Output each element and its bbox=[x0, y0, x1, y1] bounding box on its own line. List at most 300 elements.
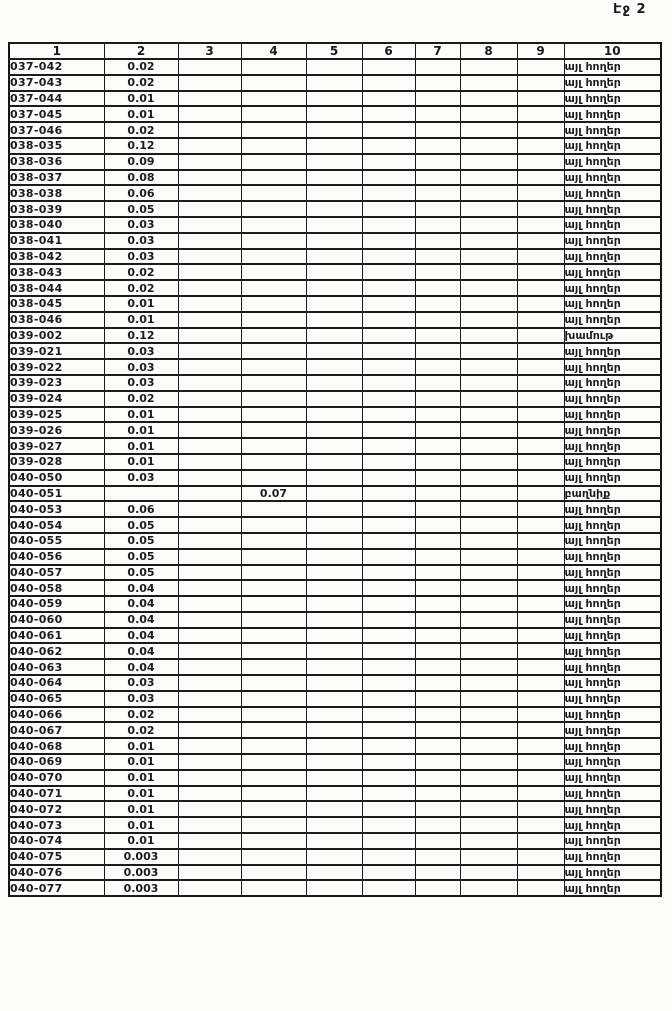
empty-cell bbox=[306, 422, 362, 438]
empty-cell bbox=[517, 675, 564, 691]
empty-cell bbox=[306, 628, 362, 644]
empty-cell bbox=[306, 849, 362, 865]
empty-cell bbox=[517, 391, 564, 407]
empty-cell bbox=[517, 817, 564, 833]
parcel-code-cell: 040-059 bbox=[9, 596, 104, 612]
empty-cell bbox=[460, 801, 517, 817]
empty-cell bbox=[362, 422, 415, 438]
empty-cell bbox=[460, 233, 517, 249]
empty-cell bbox=[415, 722, 460, 738]
empty-cell bbox=[517, 122, 564, 138]
area-value-cell: 0.01 bbox=[104, 407, 178, 423]
empty-cell bbox=[362, 817, 415, 833]
table-row bbox=[9, 233, 661, 249]
parcel-code-cell: 040-055 bbox=[9, 533, 104, 549]
empty-cell bbox=[178, 501, 241, 517]
area-value-cell: 0.01 bbox=[104, 106, 178, 122]
area-value-cell: 0.02 bbox=[104, 122, 178, 138]
empty-cell bbox=[362, 454, 415, 470]
empty-cell bbox=[517, 849, 564, 865]
empty-cell bbox=[517, 612, 564, 628]
area-value-cell: 0.03 bbox=[104, 691, 178, 707]
empty-cell bbox=[460, 880, 517, 896]
empty-cell bbox=[460, 501, 517, 517]
empty-cell bbox=[241, 185, 306, 201]
parcel-code-cell: 038-044 bbox=[9, 280, 104, 296]
empty-cell bbox=[178, 707, 241, 723]
empty-cell bbox=[178, 612, 241, 628]
empty-cell bbox=[178, 122, 241, 138]
empty-cell bbox=[241, 738, 306, 754]
empty-cell bbox=[362, 786, 415, 802]
empty-cell bbox=[460, 722, 517, 738]
column-header-7: 7 bbox=[415, 43, 460, 59]
empty-cell bbox=[306, 722, 362, 738]
empty-cell bbox=[460, 201, 517, 217]
empty-cell bbox=[178, 343, 241, 359]
table-row bbox=[9, 580, 661, 596]
empty-cell bbox=[517, 185, 564, 201]
empty-cell bbox=[415, 91, 460, 107]
table-row bbox=[9, 786, 661, 802]
area-value-cell: 0.01 bbox=[104, 738, 178, 754]
land-type-cell: այլ հողեր bbox=[564, 643, 661, 659]
land-type-cell: այլ հողեր bbox=[564, 438, 661, 454]
empty-cell bbox=[460, 407, 517, 423]
empty-cell bbox=[517, 865, 564, 881]
empty-cell bbox=[415, 328, 460, 344]
empty-cell bbox=[362, 770, 415, 786]
empty-cell bbox=[362, 170, 415, 186]
empty-cell bbox=[460, 817, 517, 833]
table-row bbox=[9, 517, 661, 533]
parcel-code-cell: 040-076 bbox=[9, 865, 104, 881]
empty-cell bbox=[362, 880, 415, 896]
land-type-cell: այլ հողեր bbox=[564, 185, 661, 201]
empty-cell bbox=[306, 754, 362, 770]
empty-cell bbox=[460, 849, 517, 865]
empty-cell bbox=[460, 470, 517, 486]
parcel-code-cell: 039-021 bbox=[9, 343, 104, 359]
area-value-cell: 0.01 bbox=[104, 833, 178, 849]
empty-cell bbox=[241, 75, 306, 91]
empty-cell bbox=[362, 549, 415, 565]
parcel-code-cell: 040-068 bbox=[9, 738, 104, 754]
parcel-code-cell: 040-075 bbox=[9, 849, 104, 865]
empty-cell bbox=[460, 280, 517, 296]
empty-cell bbox=[460, 628, 517, 644]
empty-cell bbox=[362, 722, 415, 738]
empty-cell bbox=[517, 643, 564, 659]
parcel-code-cell: 039-025 bbox=[9, 407, 104, 423]
parcel-code-cell: 039-027 bbox=[9, 438, 104, 454]
empty-cell bbox=[306, 691, 362, 707]
column-header-10: 10 bbox=[564, 43, 661, 59]
land-type-cell: այլ հողեր bbox=[564, 280, 661, 296]
empty-cell bbox=[460, 865, 517, 881]
empty-cell bbox=[415, 312, 460, 328]
parcel-code-cell: 039-022 bbox=[9, 359, 104, 375]
land-type-cell: այլ հողեր bbox=[564, 659, 661, 675]
land-type-cell: այլ հողեր bbox=[564, 533, 661, 549]
empty-cell bbox=[362, 296, 415, 312]
empty-cell bbox=[415, 612, 460, 628]
column-header-5: 5 bbox=[306, 43, 362, 59]
empty-cell bbox=[241, 249, 306, 265]
empty-cell bbox=[178, 75, 241, 91]
table-row bbox=[9, 296, 661, 312]
empty-cell bbox=[460, 343, 517, 359]
table-row bbox=[9, 865, 661, 881]
column-header-8: 8 bbox=[460, 43, 517, 59]
parcel-code-cell: 040-069 bbox=[9, 754, 104, 770]
parcel-code-cell: 040-066 bbox=[9, 707, 104, 723]
empty-cell bbox=[517, 833, 564, 849]
parcel-code-cell: 039-002 bbox=[9, 328, 104, 344]
empty-cell bbox=[362, 217, 415, 233]
empty-cell bbox=[178, 580, 241, 596]
area-value-cell: 0.03 bbox=[104, 217, 178, 233]
table-row bbox=[9, 612, 661, 628]
area-value-cell: 0.12 bbox=[104, 138, 178, 154]
empty-cell bbox=[178, 138, 241, 154]
empty-cell bbox=[241, 770, 306, 786]
empty-cell bbox=[517, 628, 564, 644]
empty-cell bbox=[415, 580, 460, 596]
table-row bbox=[9, 280, 661, 296]
area-value-cell: 0.02 bbox=[104, 59, 178, 75]
empty-cell bbox=[306, 328, 362, 344]
land-type-cell: այլ հողեր bbox=[564, 154, 661, 170]
land-type-cell: այլ հողեր bbox=[564, 849, 661, 865]
table-row bbox=[9, 675, 661, 691]
empty-cell bbox=[415, 565, 460, 581]
empty-cell bbox=[241, 722, 306, 738]
empty-cell bbox=[517, 722, 564, 738]
parcel-code-cell: 038-042 bbox=[9, 249, 104, 265]
empty-cell bbox=[306, 296, 362, 312]
parcel-code-cell: 038-040 bbox=[9, 217, 104, 233]
empty-cell bbox=[306, 312, 362, 328]
empty-cell bbox=[306, 707, 362, 723]
empty-cell bbox=[306, 201, 362, 217]
empty-cell bbox=[178, 738, 241, 754]
empty-cell bbox=[306, 359, 362, 375]
empty-cell bbox=[178, 754, 241, 770]
land-type-cell: այլ հողեր bbox=[564, 786, 661, 802]
empty-cell bbox=[306, 786, 362, 802]
empty-cell bbox=[415, 185, 460, 201]
parcel-code-cell: 040-060 bbox=[9, 612, 104, 628]
empty-cell bbox=[415, 628, 460, 644]
empty-cell bbox=[460, 675, 517, 691]
empty-cell bbox=[362, 517, 415, 533]
empty-cell bbox=[241, 612, 306, 628]
empty-cell bbox=[306, 470, 362, 486]
empty-cell bbox=[517, 533, 564, 549]
land-parcel-table bbox=[8, 42, 662, 897]
empty-cell bbox=[362, 643, 415, 659]
area-value-cell: 0.01 bbox=[104, 296, 178, 312]
empty-cell bbox=[460, 154, 517, 170]
table-row bbox=[9, 691, 661, 707]
table-row bbox=[9, 343, 661, 359]
area-value-cell: 0.04 bbox=[104, 659, 178, 675]
empty-cell bbox=[306, 454, 362, 470]
area-value-cell: 0.04 bbox=[104, 580, 178, 596]
land-type-cell: այլ հողեր bbox=[564, 722, 661, 738]
empty-cell bbox=[241, 865, 306, 881]
table-row bbox=[9, 264, 661, 280]
parcel-code-cell: 040-061 bbox=[9, 628, 104, 644]
parcel-code-cell: 037-043 bbox=[9, 75, 104, 91]
area-value-cell: 0.04 bbox=[104, 643, 178, 659]
parcel-code-cell: 040-063 bbox=[9, 659, 104, 675]
empty-cell bbox=[517, 154, 564, 170]
empty-cell bbox=[517, 138, 564, 154]
column-header-6: 6 bbox=[362, 43, 415, 59]
table-row bbox=[9, 817, 661, 833]
empty-cell bbox=[178, 643, 241, 659]
empty-cell bbox=[178, 407, 241, 423]
land-type-cell: այլ հողեր bbox=[564, 296, 661, 312]
empty-cell bbox=[415, 138, 460, 154]
page-number-label: Էջ 2 bbox=[613, 2, 647, 17]
empty-cell bbox=[415, 170, 460, 186]
table-row bbox=[9, 722, 661, 738]
empty-cell bbox=[517, 596, 564, 612]
empty-cell bbox=[306, 185, 362, 201]
land-type-cell: այլ հողեր bbox=[564, 359, 661, 375]
land-type-cell: այլ հողեր bbox=[564, 91, 661, 107]
table-row bbox=[9, 801, 661, 817]
empty-cell bbox=[306, 249, 362, 265]
empty-cell bbox=[241, 849, 306, 865]
empty-cell bbox=[241, 801, 306, 817]
empty-cell bbox=[415, 517, 460, 533]
empty-cell bbox=[415, 770, 460, 786]
empty-cell bbox=[241, 565, 306, 581]
empty-cell bbox=[460, 170, 517, 186]
area-value-cell: 0.12 bbox=[104, 328, 178, 344]
empty-cell bbox=[241, 422, 306, 438]
empty-cell bbox=[241, 628, 306, 644]
empty-cell bbox=[460, 185, 517, 201]
empty-cell bbox=[241, 312, 306, 328]
area-value-cell: 0.03 bbox=[104, 375, 178, 391]
empty-cell bbox=[178, 280, 241, 296]
parcel-code-cell: 037-044 bbox=[9, 91, 104, 107]
empty-cell bbox=[362, 233, 415, 249]
area-value-cell: 0.01 bbox=[104, 770, 178, 786]
parcel-code-cell: 040-070 bbox=[9, 770, 104, 786]
empty-cell bbox=[415, 501, 460, 517]
empty-cell bbox=[517, 438, 564, 454]
empty-cell bbox=[178, 375, 241, 391]
empty-cell bbox=[241, 359, 306, 375]
empty-cell bbox=[241, 438, 306, 454]
table-row bbox=[9, 75, 661, 91]
empty-cell bbox=[241, 517, 306, 533]
area-value-cell: 0.02 bbox=[104, 264, 178, 280]
parcel-code-cell: 039-028 bbox=[9, 454, 104, 470]
column-header-1: 1 bbox=[9, 43, 104, 59]
empty-cell bbox=[362, 359, 415, 375]
empty-cell bbox=[241, 122, 306, 138]
empty-cell bbox=[241, 691, 306, 707]
empty-cell bbox=[306, 738, 362, 754]
area-value-cell: 0.05 bbox=[104, 201, 178, 217]
parcel-code-cell: 039-026 bbox=[9, 422, 104, 438]
empty-cell bbox=[415, 201, 460, 217]
empty-cell bbox=[362, 470, 415, 486]
land-type-cell: այլ հողեր bbox=[564, 833, 661, 849]
empty-cell bbox=[241, 707, 306, 723]
empty-cell bbox=[460, 375, 517, 391]
empty-cell bbox=[178, 422, 241, 438]
empty-cell bbox=[306, 233, 362, 249]
empty-cell bbox=[460, 91, 517, 107]
area-value-cell: 0.02 bbox=[104, 280, 178, 296]
land-type-cell: այլ հողեր bbox=[564, 565, 661, 581]
empty-cell bbox=[362, 407, 415, 423]
empty-cell bbox=[241, 217, 306, 233]
empty-cell bbox=[241, 91, 306, 107]
empty-cell bbox=[306, 154, 362, 170]
empty-cell bbox=[460, 438, 517, 454]
empty-cell bbox=[241, 786, 306, 802]
empty-cell bbox=[415, 533, 460, 549]
empty-cell bbox=[460, 770, 517, 786]
land-type-cell: այլ հողեր bbox=[564, 754, 661, 770]
table-row bbox=[9, 454, 661, 470]
empty-cell bbox=[241, 343, 306, 359]
empty-cell bbox=[362, 486, 415, 502]
area-value-cell: 0.04 bbox=[104, 628, 178, 644]
empty-cell bbox=[415, 786, 460, 802]
empty-cell bbox=[178, 91, 241, 107]
parcel-code-cell: 040-057 bbox=[9, 565, 104, 581]
empty-cell bbox=[362, 106, 415, 122]
empty-cell bbox=[178, 533, 241, 549]
empty-cell bbox=[306, 264, 362, 280]
empty-cell bbox=[306, 91, 362, 107]
empty-cell bbox=[517, 201, 564, 217]
empty-cell bbox=[517, 691, 564, 707]
empty-cell bbox=[460, 217, 517, 233]
land-type-cell: այլ հողեր bbox=[564, 770, 661, 786]
area-value-cell: 0.03 bbox=[104, 359, 178, 375]
parcel-code-cell: 040-058 bbox=[9, 580, 104, 596]
area-value-cell: 0.03 bbox=[104, 249, 178, 265]
area-value-cell: 0.01 bbox=[104, 801, 178, 817]
empty-cell bbox=[241, 233, 306, 249]
empty-cell bbox=[517, 754, 564, 770]
parcel-code-cell: 037-046 bbox=[9, 122, 104, 138]
table-row bbox=[9, 486, 661, 502]
empty-cell bbox=[460, 312, 517, 328]
empty-cell bbox=[306, 343, 362, 359]
land-type-cell: այլ հողեր bbox=[564, 801, 661, 817]
empty-cell bbox=[415, 264, 460, 280]
empty-cell bbox=[241, 580, 306, 596]
table-row bbox=[9, 59, 661, 75]
empty-cell bbox=[178, 359, 241, 375]
empty-cell bbox=[306, 486, 362, 502]
table-row bbox=[9, 438, 661, 454]
land-type-cell: այլ հողեր bbox=[564, 264, 661, 280]
empty-cell bbox=[241, 154, 306, 170]
empty-cell bbox=[517, 75, 564, 91]
parcel-code-cell: 038-041 bbox=[9, 233, 104, 249]
empty-cell bbox=[178, 170, 241, 186]
empty-cell bbox=[415, 801, 460, 817]
empty-cell bbox=[415, 59, 460, 75]
empty-cell bbox=[517, 106, 564, 122]
empty-cell bbox=[415, 675, 460, 691]
empty-cell bbox=[178, 233, 241, 249]
empty-cell bbox=[178, 296, 241, 312]
empty-cell bbox=[460, 106, 517, 122]
empty-cell bbox=[460, 454, 517, 470]
area-value-cell: 0.03 bbox=[104, 675, 178, 691]
empty-cell bbox=[415, 375, 460, 391]
empty-cell bbox=[178, 770, 241, 786]
empty-cell bbox=[178, 675, 241, 691]
empty-cell bbox=[306, 407, 362, 423]
empty-cell bbox=[517, 470, 564, 486]
empty-cell bbox=[460, 612, 517, 628]
empty-cell bbox=[362, 201, 415, 217]
empty-cell bbox=[362, 691, 415, 707]
land-type-cell: այլ հողեր bbox=[564, 422, 661, 438]
land-type-cell: այլ հողեր bbox=[564, 865, 661, 881]
empty-cell bbox=[415, 75, 460, 91]
parcel-code-cell: 038-039 bbox=[9, 201, 104, 217]
empty-cell bbox=[517, 801, 564, 817]
empty-cell bbox=[415, 343, 460, 359]
empty-cell bbox=[178, 249, 241, 265]
empty-cell bbox=[306, 217, 362, 233]
empty-cell bbox=[241, 264, 306, 280]
empty-cell bbox=[517, 422, 564, 438]
empty-cell bbox=[241, 391, 306, 407]
empty-cell bbox=[178, 391, 241, 407]
parcel-code-cell: 040-077 bbox=[9, 880, 104, 896]
empty-cell bbox=[362, 865, 415, 881]
empty-cell bbox=[178, 833, 241, 849]
land-type-cell: այլ հողեր bbox=[564, 122, 661, 138]
empty-cell bbox=[517, 59, 564, 75]
empty-cell bbox=[362, 675, 415, 691]
area-value-cell: 0.04 bbox=[104, 596, 178, 612]
empty-cell bbox=[415, 422, 460, 438]
table-row bbox=[9, 312, 661, 328]
empty-cell bbox=[306, 659, 362, 675]
parcel-code-cell: 040-074 bbox=[9, 833, 104, 849]
parcel-code-cell: 039-023 bbox=[9, 375, 104, 391]
empty-cell bbox=[241, 833, 306, 849]
table-row bbox=[9, 375, 661, 391]
empty-cell bbox=[517, 549, 564, 565]
parcel-code-cell: 040-054 bbox=[9, 517, 104, 533]
empty-cell bbox=[415, 217, 460, 233]
empty-cell bbox=[306, 801, 362, 817]
land-type-cell: այլ հողեր bbox=[564, 217, 661, 233]
empty-cell bbox=[517, 738, 564, 754]
empty-cell bbox=[415, 438, 460, 454]
empty-cell bbox=[178, 185, 241, 201]
